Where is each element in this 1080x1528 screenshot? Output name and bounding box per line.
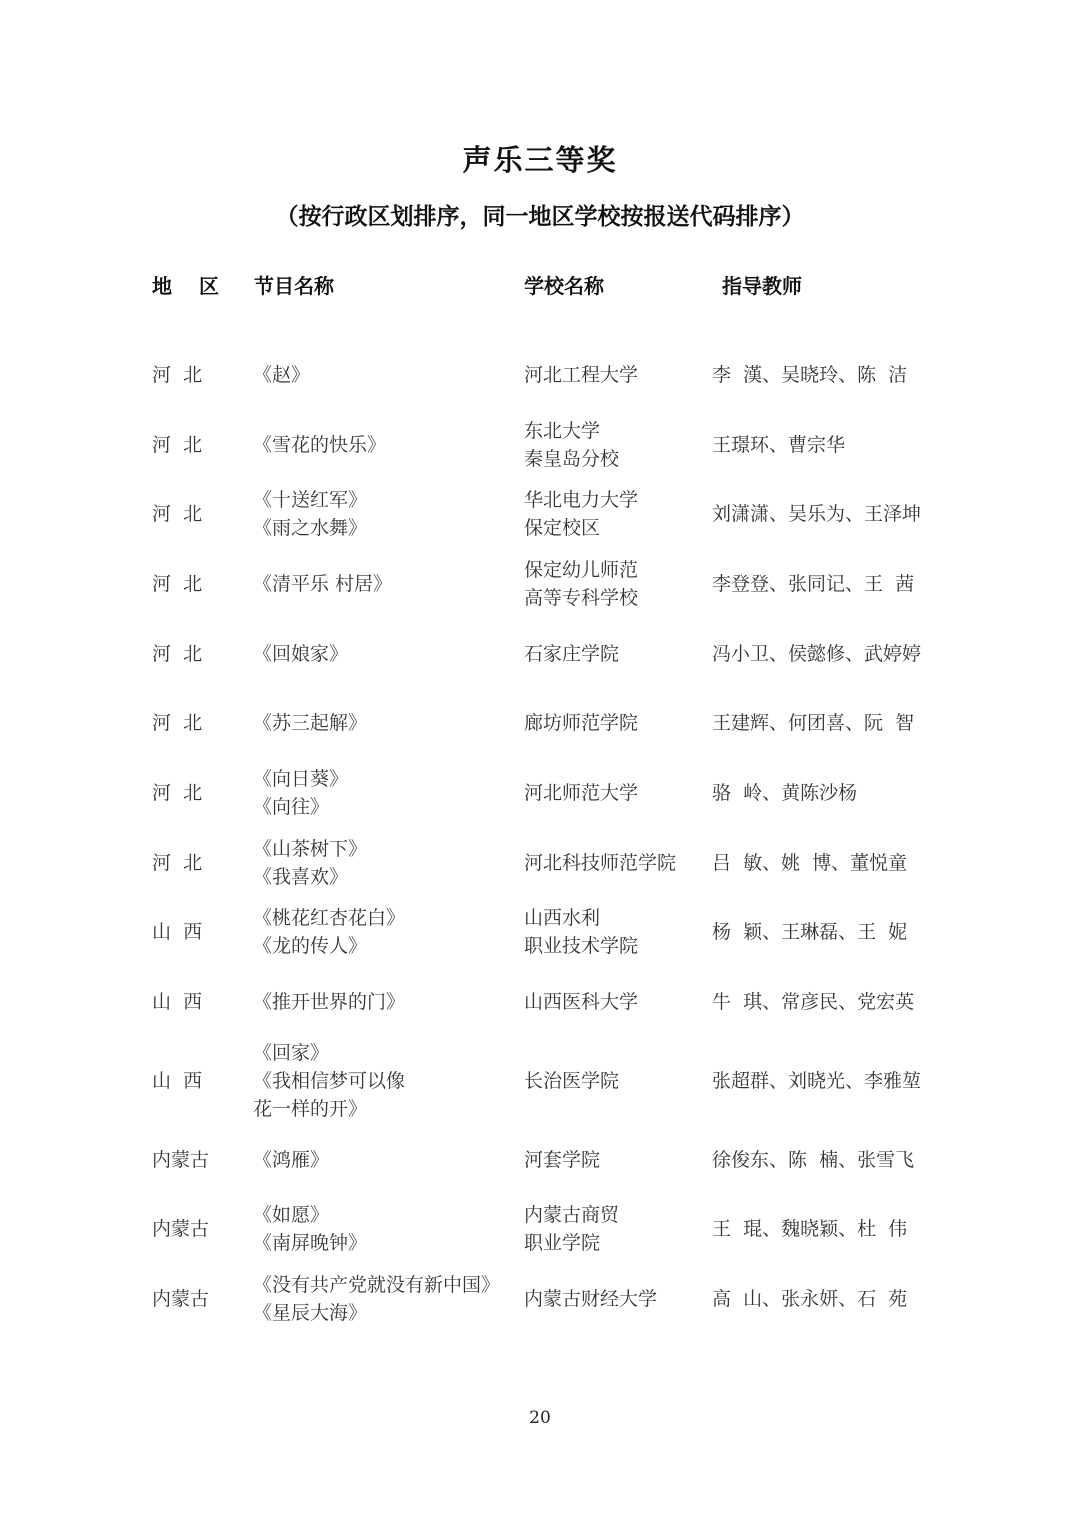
program-line: 《十送红军》 <box>253 489 368 512</box>
program-line: 《我喜欢》 <box>253 865 349 888</box>
header-region: 地 区 <box>152 274 229 298</box>
table-row <box>0 410 1080 480</box>
cell-program <box>253 1125 518 1195</box>
school-line: 山西医科大学 <box>524 991 639 1014</box>
program-line: 《山茶树下》 <box>253 837 368 860</box>
school-line: 华北电力大学 <box>524 489 639 512</box>
program-line: 《回娘家》 <box>253 642 349 665</box>
cell-school <box>524 549 704 619</box>
school-line: 保定校区 <box>524 517 601 540</box>
cell-program <box>253 828 518 898</box>
cell-school <box>524 898 704 968</box>
cell-program <box>253 410 518 480</box>
cell-teacher: 高 山、张永妍、石 苑 <box>712 1288 908 1311</box>
program-line: 《鸿雁》 <box>253 1148 330 1171</box>
table-header <box>0 270 1080 302</box>
cell-program <box>253 1264 518 1334</box>
cell-region: 河 北 <box>152 433 203 456</box>
cell-teacher: 骆 岭、黄陈沙杨 <box>712 781 858 804</box>
page-subtitle: （按行政区划排序，同一地区学校按报送代码排序） <box>275 204 805 230</box>
program-line: 《桃花红杏花白》 <box>253 907 406 930</box>
cell-school <box>524 758 704 828</box>
program-line: 《没有共产党就没有新中国》 <box>253 1274 501 1297</box>
cell-region: 山 西 <box>152 921 203 944</box>
school-line: 河北科技师范学院 <box>524 851 677 874</box>
school-line: 长治医学院 <box>524 1069 620 1092</box>
table-row <box>0 758 1080 828</box>
school-line: 河套学院 <box>524 1148 601 1171</box>
program-line: 《清平乐 村居》 <box>253 572 393 595</box>
cell-teacher: 吕 敏、姚 博、董悦童 <box>712 851 908 874</box>
cell-region: 河 北 <box>152 363 203 386</box>
table-row <box>0 479 1080 549</box>
cell-teacher: 牛 琪、常彦民、党宏英 <box>712 991 915 1014</box>
table-row <box>0 619 1080 689</box>
school-line: 东北大学 <box>524 419 601 442</box>
cell-teacher: 王 琨、魏晓颖、杜 伟 <box>712 1218 908 1241</box>
cell-teacher: 李 漢、吴晓玲、陈 洁 <box>712 363 908 386</box>
school-line: 石家庄学院 <box>524 642 620 665</box>
program-line: 《龙的传人》 <box>253 935 368 958</box>
cell-program <box>253 688 518 758</box>
program-line: 《雨之水舞》 <box>253 517 368 540</box>
school-line: 高等专科学校 <box>524 586 639 609</box>
cell-region: 内蒙古 <box>152 1148 210 1171</box>
cell-region: 内蒙古 <box>152 1218 210 1241</box>
cell-region: 河 北 <box>152 572 203 595</box>
cell-program <box>253 1037 518 1125</box>
cell-teacher: 刘潇潇、吴乐为、王泽坤 <box>712 503 922 526</box>
table-row <box>0 549 1080 619</box>
cell-region: 河 北 <box>152 781 203 804</box>
program-line: 《向往》 <box>253 795 330 818</box>
cell-teacher: 王建辉、何团喜、阮 智 <box>712 712 915 735</box>
cell-program <box>253 898 518 968</box>
table-row <box>0 688 1080 758</box>
cell-school <box>524 688 704 758</box>
header-school: 学校名称 <box>524 274 604 298</box>
cell-school <box>524 1264 704 1334</box>
cell-school <box>524 967 704 1037</box>
school-line: 内蒙古财经大学 <box>524 1288 658 1311</box>
cell-region: 河 北 <box>152 642 203 665</box>
cell-region: 内蒙古 <box>152 1288 210 1311</box>
program-line: 《如愿》 <box>253 1204 330 1227</box>
table-row <box>0 1264 1080 1334</box>
school-line: 廊坊师范学院 <box>524 712 639 735</box>
program-line: 花一样的开》 <box>253 1097 368 1120</box>
cell-teacher: 李登登、张同记、王 茜 <box>712 572 915 595</box>
award-table <box>0 340 1080 1334</box>
cell-school <box>524 619 704 689</box>
cell-region: 河 北 <box>152 851 203 874</box>
cell-program <box>253 967 518 1037</box>
header-program: 节目名称 <box>254 274 334 298</box>
program-line: 《推开世界的门》 <box>253 991 406 1014</box>
table-row <box>0 340 1080 410</box>
cell-teacher: 徐俊东、陈 楠、张雪飞 <box>712 1148 915 1171</box>
cell-school <box>524 1125 704 1195</box>
cell-program <box>253 340 518 410</box>
cell-teacher: 杨 颖、王琳磊、王 妮 <box>712 921 908 944</box>
school-line: 内蒙古商贸 <box>524 1204 620 1227</box>
cell-school <box>524 410 704 480</box>
cell-school <box>524 1037 704 1125</box>
cell-program <box>253 758 518 828</box>
program-line: 《向日葵》 <box>253 767 349 790</box>
cell-teacher: 张超群、刘晓光、李雅堃 <box>712 1069 922 1092</box>
table-row <box>0 828 1080 898</box>
cell-region: 河 北 <box>152 503 203 526</box>
cell-program <box>253 549 518 619</box>
table-row <box>0 1195 1080 1265</box>
program-line: 《南屏晚钟》 <box>253 1232 368 1255</box>
school-line: 河北工程大学 <box>524 363 639 386</box>
school-line: 秦皇岛分校 <box>524 447 620 470</box>
cell-school <box>524 828 704 898</box>
table-row <box>0 1037 1080 1125</box>
school-line: 保定幼儿师范 <box>524 558 639 581</box>
program-line: 《苏三起解》 <box>253 712 368 735</box>
cell-teacher: 王璟环、曹宗华 <box>712 433 846 456</box>
program-line: 《雪花的快乐》 <box>253 433 387 456</box>
table-row <box>0 1125 1080 1195</box>
school-line: 职业技术学院 <box>524 935 639 958</box>
cell-region: 山 西 <box>152 991 203 1014</box>
cell-school <box>524 340 704 410</box>
school-line: 山西水利 <box>524 907 601 930</box>
school-line: 职业学院 <box>524 1232 601 1255</box>
cell-school <box>524 479 704 549</box>
header-teacher: 指导教师 <box>722 274 802 298</box>
cell-program <box>253 479 518 549</box>
program-line: 《我相信梦可以像 <box>253 1069 406 1092</box>
cell-program <box>253 619 518 689</box>
program-line: 《回家》 <box>253 1041 330 1064</box>
program-line: 《星辰大海》 <box>253 1302 368 1325</box>
cell-program <box>253 1195 518 1265</box>
page-number: 20 <box>529 1408 551 1428</box>
table-row <box>0 898 1080 968</box>
school-line: 河北师范大学 <box>524 781 639 804</box>
cell-region: 山 西 <box>152 1069 203 1092</box>
program-line: 《赵》 <box>253 363 311 386</box>
page-title: 声乐三等奖 <box>462 143 618 177</box>
cell-teacher: 冯小卫、侯懿修、武婷婷 <box>712 642 922 665</box>
cell-school <box>524 1195 704 1265</box>
cell-region: 河 北 <box>152 712 203 735</box>
table-row <box>0 967 1080 1037</box>
